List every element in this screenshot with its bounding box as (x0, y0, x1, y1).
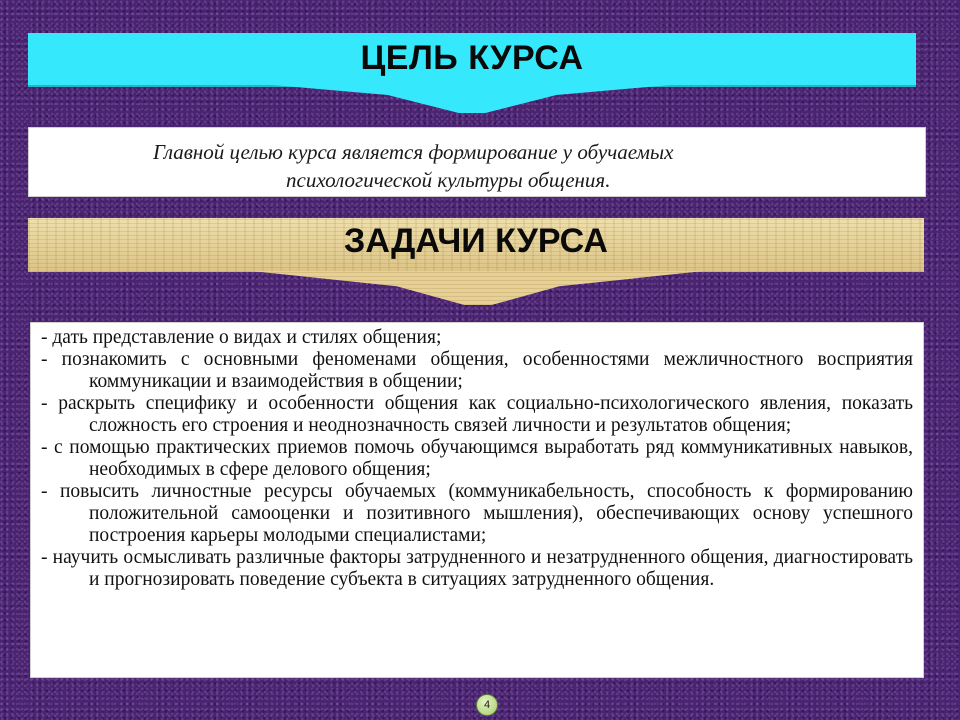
page-number-badge: 4 (476, 694, 498, 716)
task-item: - научить осмысливать различные факторы затрудненного и незатрудненного общения, диагностировать и прогнозировать поведение субъекта в ситуациях затрудненного общения. (41, 547, 913, 590)
task-item: - дать представление о видах и стилях общения; (41, 327, 442, 348)
goal-text-line-2: психологической культуры общения. (286, 168, 611, 192)
tasks-title: ЗАДАЧИ КУРСА (344, 222, 608, 260)
goal-text-box (28, 127, 926, 197)
task-item: - раскрыть специфику и особенности общения как социально-психологического явления, показать сложность его строения и неоднозначность связей личности и результатов общения; (41, 393, 913, 436)
task-item: - познакомить с основными феноменами общения, особенностями межличностного восприятия коммуникации и взаимодействия в общении; (41, 349, 913, 392)
goal-banner (28, 33, 916, 87)
tasks-arrow (252, 271, 704, 305)
task-item: - с помощью практических приемов помочь обучающимся выработать ряд коммуникативных навыков, необходимых в сфере делового общения; (41, 437, 913, 480)
task-item: - повысить личностные ресурсы обучаемых (коммуникабельность, способность к формированию положительной самооценки и позитивного мышления), обеспечивающих основу успешного построения карьеры молодыми специалистами; (41, 481, 913, 546)
goal-title: ЦЕЛЬ КУРСА (360, 39, 584, 77)
tasks-banner (28, 218, 924, 272)
tasks-list (30, 322, 924, 678)
goal-arrow (250, 83, 694, 113)
goal-text-line-1: Главной целью курса является формирование у обучаемых (153, 140, 674, 164)
